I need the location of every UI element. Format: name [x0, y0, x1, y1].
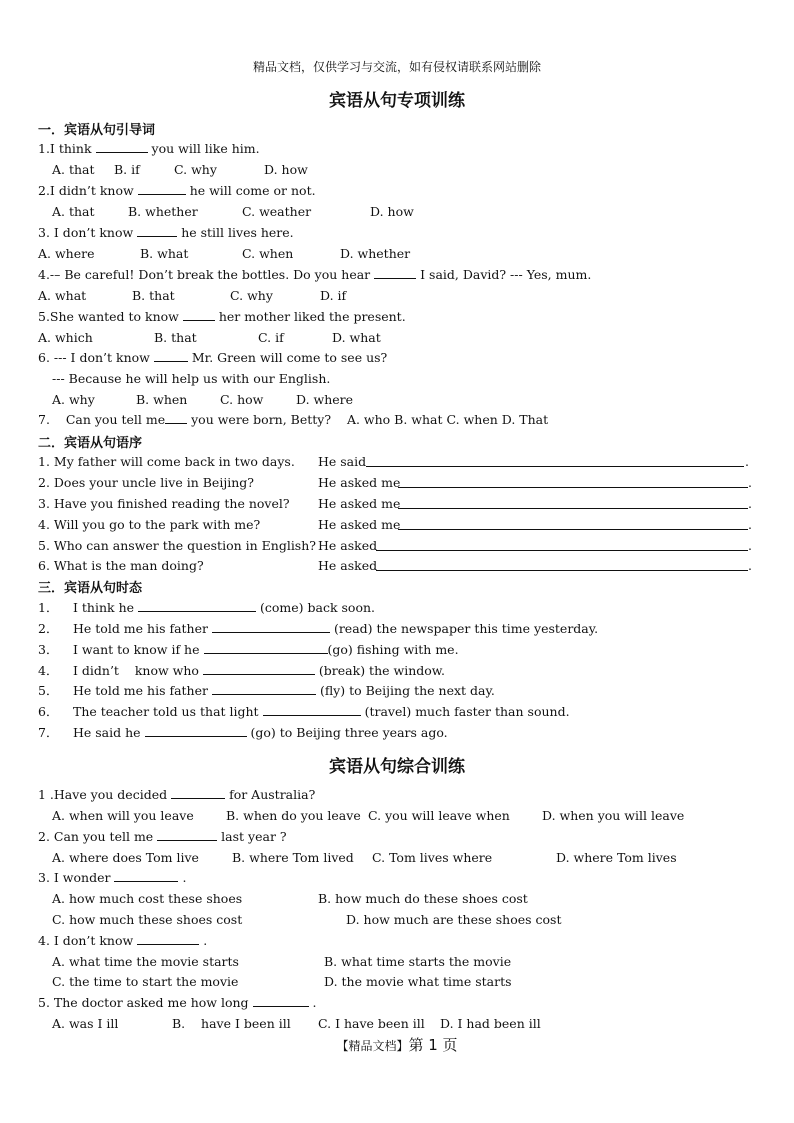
- option: C. you will leave when: [368, 808, 510, 823]
- section-heading-3: 三．宾语从句时态: [38, 581, 143, 596]
- tense-number: 6．: [38, 704, 59, 719]
- tense-number: 4．: [38, 663, 59, 678]
- option: B. how much do these shoes cost: [318, 891, 528, 906]
- tense-question: I want to know if he (go) fishing with me.: [73, 642, 459, 657]
- option: D. where: [296, 392, 354, 407]
- rewrite-question: 1. My father will come back in two days.: [38, 454, 295, 469]
- period: .: [748, 538, 752, 553]
- rewrite-question: 5. Who can answer the question in English?: [38, 538, 316, 553]
- option: A. was I ill: [52, 1016, 119, 1031]
- tense-number: 2．: [38, 621, 59, 636]
- tense-question: I think he (come) back soon.: [73, 600, 375, 615]
- option: C. if: [258, 330, 284, 345]
- options-1-1: A. that: [52, 162, 95, 177]
- option: D. I had been ill: [440, 1016, 541, 1031]
- tense-question: He said he (go) to Beijing three years ago.: [73, 725, 448, 740]
- option: D. what: [332, 330, 381, 345]
- page-title: 宾语从句专项训练: [329, 91, 465, 111]
- tense-number: 1．: [38, 600, 59, 615]
- option: B. whether: [128, 204, 198, 219]
- option: B. have I been ill: [172, 1016, 291, 1031]
- question-1-3: 3. I don’t know he still lives here.: [38, 225, 294, 240]
- rewrite-question: 6. What is the man doing?: [38, 558, 204, 573]
- question-4-2: 2. Can you tell me last year ?: [38, 829, 287, 844]
- option: A. where: [38, 246, 95, 261]
- option: A. which: [38, 330, 93, 345]
- option: A. why: [52, 392, 95, 407]
- option: C. the time to start the movie: [52, 974, 239, 989]
- question-1-7: 7. Can you tell me you were born, Betty? A. who B. what C. when D. That: [38, 412, 549, 427]
- option: B. if: [114, 162, 140, 177]
- option: B. what time starts the movie: [324, 954, 512, 969]
- rewrite-question: 3. Have you finished reading the novel?: [38, 496, 290, 511]
- option: C. how much these shoes cost: [52, 912, 243, 927]
- rewrite-answer-prefix: He asked me: [318, 517, 401, 532]
- question-1-4: 4.-– Be careful! Don’t break the bottles. Do you hear I said, David? --- Yes, mum.: [38, 267, 592, 282]
- question-1-6: 6. --- I don’t know Mr. Green will come to see us?: [38, 350, 388, 365]
- page-footer: [0, 1034, 794, 1055]
- option: D. the movie what time starts: [324, 974, 512, 989]
- option: D. how: [264, 162, 308, 177]
- option: D. if: [320, 288, 347, 303]
- rewrite-answer-prefix: He said: [318, 454, 367, 469]
- tense-number: 5．: [38, 683, 59, 698]
- option: C. when: [242, 246, 294, 261]
- header-note: 精品文档，仅供学习与交流，如有侵权请联系网站删除: [252, 60, 541, 74]
- option: A. what: [38, 288, 87, 303]
- option: B. that: [154, 330, 197, 345]
- tense-question: He told me his father (read) the newspaper this time yesterday.: [73, 621, 599, 636]
- question-1-2: 2.I didn’t know he will come or not.: [38, 183, 316, 198]
- period: .: [748, 496, 752, 511]
- option: D. when you will leave: [542, 808, 685, 823]
- option: D. where Tom lives: [556, 850, 677, 865]
- option: B. when do you leave: [226, 808, 361, 823]
- section-heading-1: 一．宾语从句引导词: [38, 123, 156, 138]
- period: .: [748, 517, 752, 532]
- option: C. I have been ill: [318, 1016, 425, 1031]
- option: B. where Tom lived: [232, 850, 354, 865]
- tense-question: The teacher told us that light (travel) much faster than sound.: [73, 704, 570, 719]
- option: A. when will you leave: [52, 808, 194, 823]
- option: A. where does Tom live: [52, 850, 199, 865]
- option: A. that: [52, 204, 95, 219]
- answer-line[interactable]: [376, 570, 748, 571]
- tense-question: I didn’t know who (break) the window.: [73, 663, 445, 678]
- question-4-1: 1 .Have you decided for Australia?: [38, 787, 316, 802]
- footer-tag: 【精品文档】: [336, 1039, 409, 1053]
- option: A. how much cost these shoes: [52, 891, 243, 906]
- tense-number: 3．: [38, 642, 59, 657]
- question-1-1: 1.I think you will like him.: [38, 141, 260, 156]
- question-1-6-line2: --- Because he will help us with our English.: [52, 371, 331, 386]
- answer-line[interactable]: [366, 466, 744, 467]
- option: C. how: [220, 392, 264, 407]
- answer-line[interactable]: [398, 529, 748, 530]
- option: C. why: [174, 162, 217, 177]
- page-number: 第 1 页: [408, 1036, 458, 1054]
- rewrite-question: 4. Will you go to the park with me?: [38, 517, 261, 532]
- option: C. weather: [242, 204, 312, 219]
- option: D. whether: [340, 246, 411, 261]
- section-title-2: 宾语从句综合训练: [329, 757, 465, 777]
- option: D. how much are these shoes cost: [346, 912, 562, 927]
- answer-line[interactable]: [398, 508, 748, 509]
- question-4-5: 5. The doctor asked me how long .: [38, 995, 317, 1010]
- period: .: [748, 475, 752, 490]
- question-4-4: 4. I don’t know .: [38, 933, 208, 948]
- rewrite-answer-prefix: He asked: [318, 558, 378, 573]
- rewrite-answer-prefix: He asked me: [318, 496, 401, 511]
- option: C. why: [230, 288, 273, 303]
- tense-number: 7．: [38, 725, 59, 740]
- period: .: [745, 454, 749, 469]
- rewrite-answer-prefix: He asked: [318, 538, 378, 553]
- option: B. that: [132, 288, 175, 303]
- question-1-5: 5.She wanted to know her mother liked the present.: [38, 309, 406, 324]
- option: B. what: [140, 246, 189, 261]
- option: A. what time the movie starts: [52, 954, 239, 969]
- answer-line[interactable]: [398, 487, 748, 488]
- rewrite-answer-prefix: He asked me: [318, 475, 401, 490]
- section-heading-2: 二．宾语从句语序: [38, 436, 143, 451]
- period: .: [748, 558, 752, 573]
- tense-question: He told me his father (fly) to Beijing the next day.: [73, 683, 495, 698]
- question-4-3: 3. I wonder .: [38, 870, 187, 885]
- option: D. how: [370, 204, 414, 219]
- option: B. when: [136, 392, 188, 407]
- rewrite-question: 2. Does your uncle live in Beijing?: [38, 475, 254, 490]
- option: C. Tom lives where: [372, 850, 493, 865]
- answer-line[interactable]: [376, 550, 748, 551]
